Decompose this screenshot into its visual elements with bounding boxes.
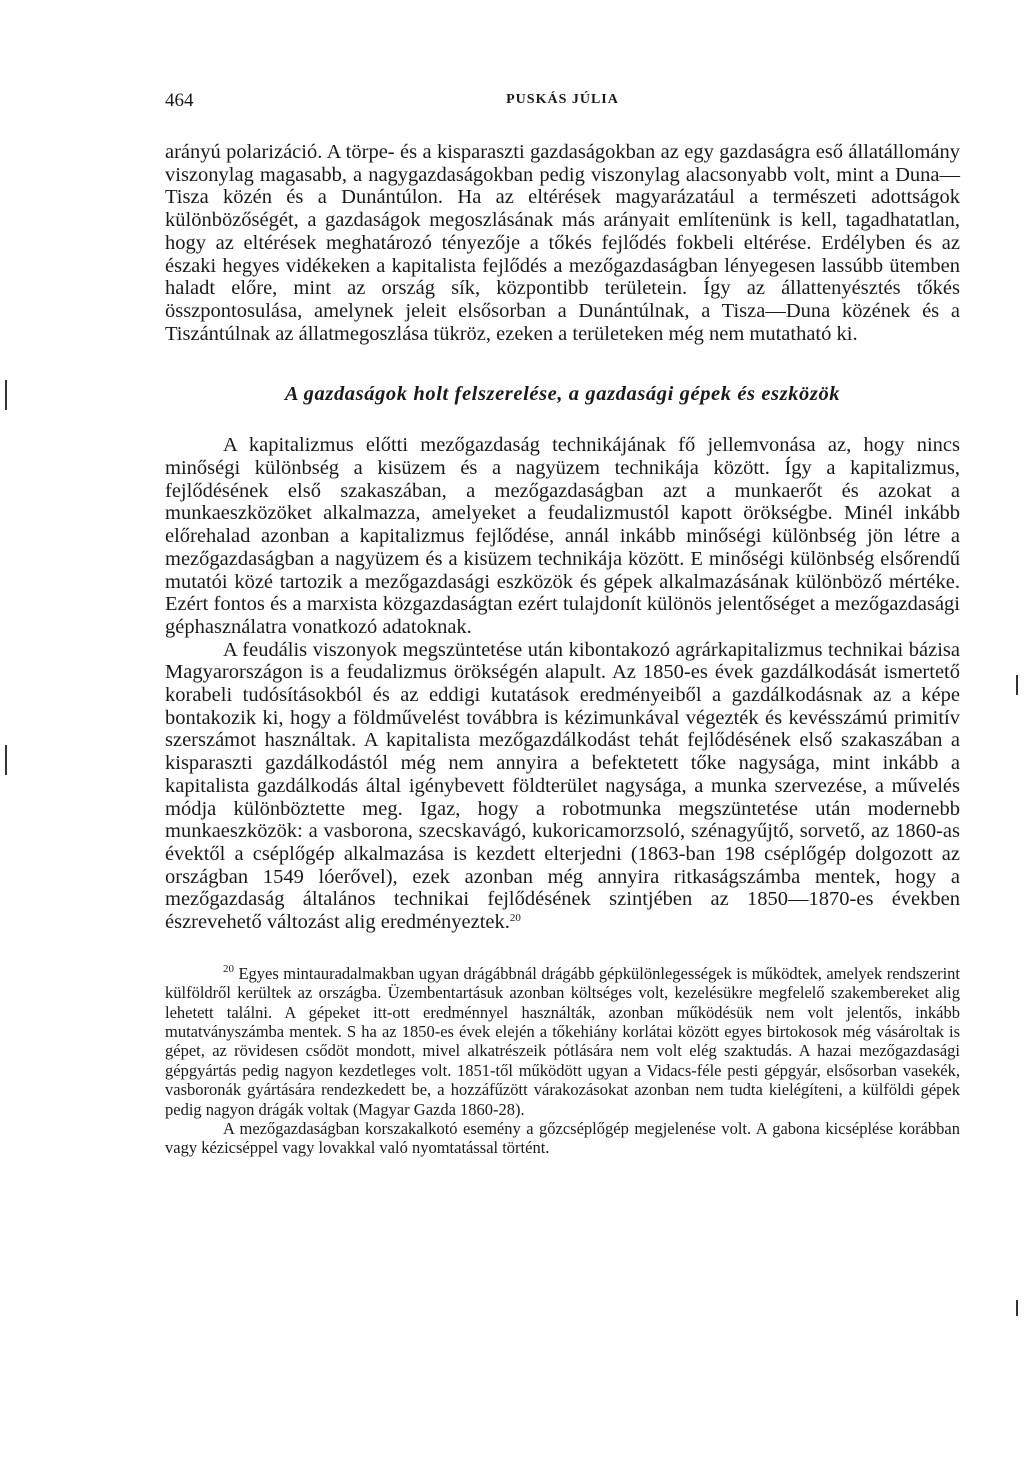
body-text (165, 141, 960, 1158)
footnote-reference: 20 (509, 912, 521, 925)
footnotes (165, 964, 960, 1158)
margin-mark-right (1016, 675, 1018, 695)
page-header (165, 90, 960, 114)
section-paragraph-2 (165, 639, 960, 934)
running-head: PUSKÁS JÚLIA (506, 92, 619, 107)
footnote-20-text: Egyes mintauradalmakban ugyan drágábbnál drágább gépkülönlegességek is működtek, amelyek rendszerint külföldről kerültek az országba. Üzembentartásuk azonban költséges volt, kezelésükre megfelelő szakembereket alig lehetett találni. A gépeket itt-ott eredménnyel használták, azonban működésük nem volt jelentős, inkább mutatványszámba mentek. S ha az 1850-es évek elején a tőkehiány korlátai között egyes birtokosok még vásároltak is gépet, az rövidesen csődöt mondott, mivel alkatrészeik pótlására nem volt elég szaktudás. A hazai mezőgazdasági gépgyártás pedig nagyon kezdetleges volt. 1851-től működött ugyan a Vidacs-féle pesti gépgyár, elsősorban vasekék, vasboronák gyártására rendezkedett be, a hozzáfűzött várakozásokat azonban nem tudta kielégíteni, a külföldi gépek pedig nagyon drágák voltak (Magyar Gazda 1860-28). (165, 963, 960, 1119)
page-number: 464 (165, 90, 194, 111)
margin-mark-left (5, 380, 7, 410)
section-title: A gazdaságok holt felszerelése, a gazdasági gépek és eszközök (284, 383, 841, 406)
footnote-20-continuation: A mezőgazdaságban korszakalkotó esemény a gőzcséplőgép megjelenése volt. A gabona kicséplése korábban vagy kézicséppel vagy lovakkal való nyomtatással történt. (165, 1119, 960, 1158)
paragraph-continued: arányú polarizáció. A törpe- és a kisparaszti gazdaságokban az egy gazdaságra eső állatállomány viszonylag magasabb, a nagygazdaságokban pedig viszonylag alacsonyabb volt, mint a Duna—Tisza közén és a Dunántúlon. Ha az eltérések magyarázatául a természeti adottságok különbözőségét, a gazdaságok megoszlásának más arányait említenünk is kell, tagadhatatlan, hogy az eltérések meghatározó tényezője a tőkés fejlődés fokbeli eltérése. Erdélyben és az északi hegyes vidékeken a kapitalista fejlődés a mezőgazdaságban lényegesen lassúbb ütemben haladt előre, mint az ország sík, központibb területein. Így az állattenyésztés tőkés összpontosulása, amelynek jeleit elsősorban a Dunántúlnak, a Tisza—Duna közének és a Tiszántúlnak az állatmegoszlása tükröz, ezeken a területeken még nem mutatható ki. (165, 141, 960, 345)
margin-mark-left-2 (5, 745, 7, 775)
section-paragraph-2-text: A feudális viszonyok megszüntetése után kibontakozó agrárkapitalizmus technikai bázisa Magyarországon is a feudalizmus örökségén alapult. Az 1850-es évek gazdálkodását ismertető korabeli tudósításokból és az eddigi kutatások eredményeiből a gazdálkodásnak az a képe bontakozik ki, hogy a földművelést továbbra is kézimunkával végezték és kevésszámú primitív szerszámot használtak. A kapitalista mezőgazdálkodást tehát fejlődésének első szakaszában a kisparaszti gazdálkodástól még nem annyira a befektetett tőke nagysága, mint inkább a kapitalista gazdálkodás által igénybevett földterület nagysága, a munka szervezése, a művelés módja különböztette meg. Igaz, hogy a robotmunka megszüntetése után modernebb munkaeszközök: a vasborona, szecskavágó, kukoricamorzsoló, szénagyűjtő, sorvető, az 1860-as évektől a cséplőgép alkalmazása is kezdett elterjedni (1863-ban 198 cséplőgép dolgozott az országban 1549 lóerővel), ezek azonban még annyira ritkaságszámba mentek, hogy a mezőgazdaság általános technikai fejlődésének szintjében az 1850—1870-es években észrevehető változást alig eredményeztek. (165, 638, 960, 934)
footnote-number: 20 (223, 962, 234, 975)
margin-mark-right-2 (1016, 1300, 1018, 1316)
section-paragraph-1: A kapitalizmus előtti mezőgazdaság technikájának fő jellemvonása az, hogy nincs minőségi különbség a kisüzem és a nagyüzem technikája között. Így a kapitalizmus, fejlődésének első szakaszában, a mezőgazdaságban azt a munkaerőt és azokat a munkaeszközöket alkalmazza, amelyeket a feudalizmustól kapott örökségbe. Minél inkább előrehalad azonban a kapitalizmus fejlődése, annál inkább minőségi különbség jön létre a mezőgazdaságban a nagyüzem és a kisüzem technikája között. E minőségi különbség elsőrendű mutatói közé tartozik a mezőgazdasági eszközök és gépek alkalmazásának különböző mértéke. Ezért fontos és a marxista közgazdaságtan ezért tulajdonít különös jelentőséget a mezőgazdasági géphasználatra vonatkozó adatoknak. (165, 434, 960, 638)
footnote-20 (165, 964, 960, 1119)
